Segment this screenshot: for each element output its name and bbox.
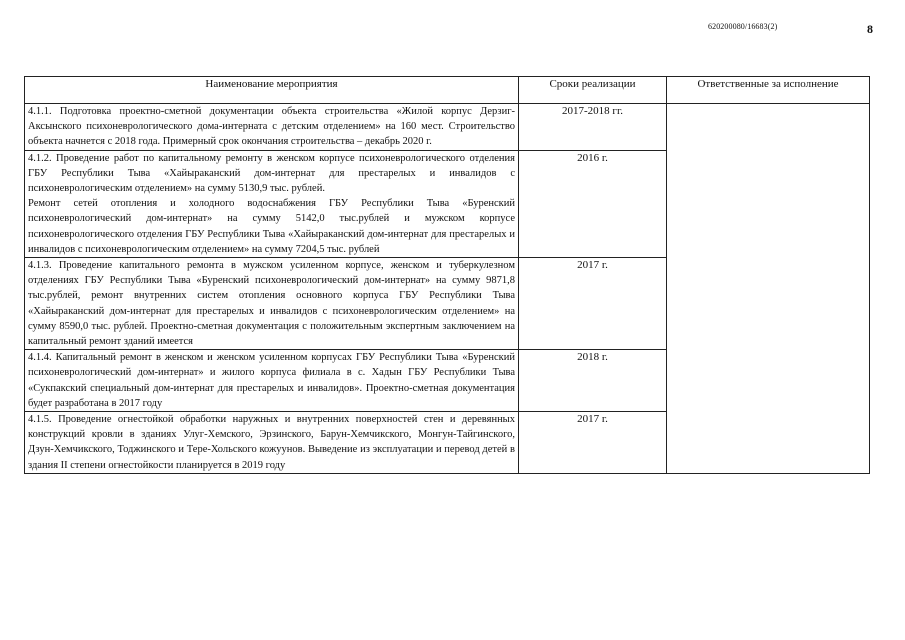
activity-cell	[25, 350, 519, 412]
activity-text: 4.1.3. Проведение капитального ремонта в мужском усиленном корпусе, женском и туберкулезном отделениях ГБУ Республики Тыва «Буренский психоневрологический дом-интернат» на сумму 9871,8 тыс.рублей, ремонт внутренних систем отопления основного корпуса ГБУ Республики Тыва «Хайыраканский дом-интернат для престарелых и инвалидов с психоневрологическим отделением» на сумму 8590,0 тыс. рублей. Проектно-сметная документация с положительным экспертным заключением на капитальный ремонт зданий имеется	[28, 260, 515, 348]
period-cell: 2017 г.	[519, 258, 667, 350]
column-header-responsible: Ответственные за исполнение	[667, 77, 870, 104]
period-cell: 2017 г.	[519, 412, 667, 474]
activity-text: 4.1.4. Капитальный ремонт в женском и женском усиленном корпусах ГБУ Республики Тыва «Буренский психоневрологический дом-интернат» и жилого корпуса филиала в с. Хадын ГБУ Республики Тыва «Сукпакский специальный дом-интернат для престарелых и инвалидов». Проектно-сметная документация будет разработана в 2017 году	[28, 352, 515, 409]
page-number: 8	[867, 22, 873, 36]
period-cell: 2016 г.	[519, 150, 667, 257]
activity-text: 4.1.2. Проведение работ по капитальному ремонту в женском корпусе психоневрологического отделения ГБУ Республики Тыва «Хайыраканский дом-интернат для престарелых и инвалидов с психоневрологическим отделением» на сумму 5130,9 тыс. рублей.	[28, 152, 515, 195]
activity-cell	[25, 258, 519, 350]
activity-text: Ремонт сетей отопления и холодного водоснабжения ГБУ Республики Тыва «Буренский психоневрологический дом-интернат» на сумму 5142,0 тыс.рублей и мужском корпусе психоневрологического отделения ГБУ Республики Тыва «Хайыраканский дом-интернат для престарелых и инвалидов с психоневрологическим отделением» на сумму 7204,5 тыс. рублей	[28, 198, 515, 255]
period-cell: 2017-2018 гг.	[519, 104, 667, 151]
table-row	[25, 104, 870, 151]
activity-cell	[25, 150, 519, 257]
column-header-activity: Наименование мероприятия	[25, 77, 519, 104]
period-cell: 2018 г.	[519, 350, 667, 412]
document-code: 620200080/16683(2)	[708, 22, 778, 31]
activity-text: 4.1.1. Подготовка проектно-сметной документации объекта строительства «Жилой корпус Дерзиг-Аксынского психоневрологического дома-интерната с детским отделением» на 160 мест. Строительство объекта начнется с 2018 года. Примерный срок окончания строительства – декабрь 2020 г.	[28, 106, 515, 148]
table-header-row	[25, 77, 870, 104]
activity-text: 4.1.5. Проведение огнестойкой обработки наружных и внутренних поверхностей стен и деревянных конструкций кровли в зданиях Улуг-Хемского, Эрзинского, Барун-Хемчикского, Монгун-Тайгинского, Дзун-Хемчикского, Тоджинского и Тере-Хольского кожуунов. Выведение из эксплуатации и перевод детей в здания II степени огнестойкости планируется в 2019 году	[28, 414, 515, 471]
activity-cell	[25, 412, 519, 474]
responsible-cell	[667, 104, 870, 474]
column-header-period: Сроки реализации	[519, 77, 667, 104]
activities-table	[24, 76, 870, 474]
activity-cell	[25, 104, 519, 151]
